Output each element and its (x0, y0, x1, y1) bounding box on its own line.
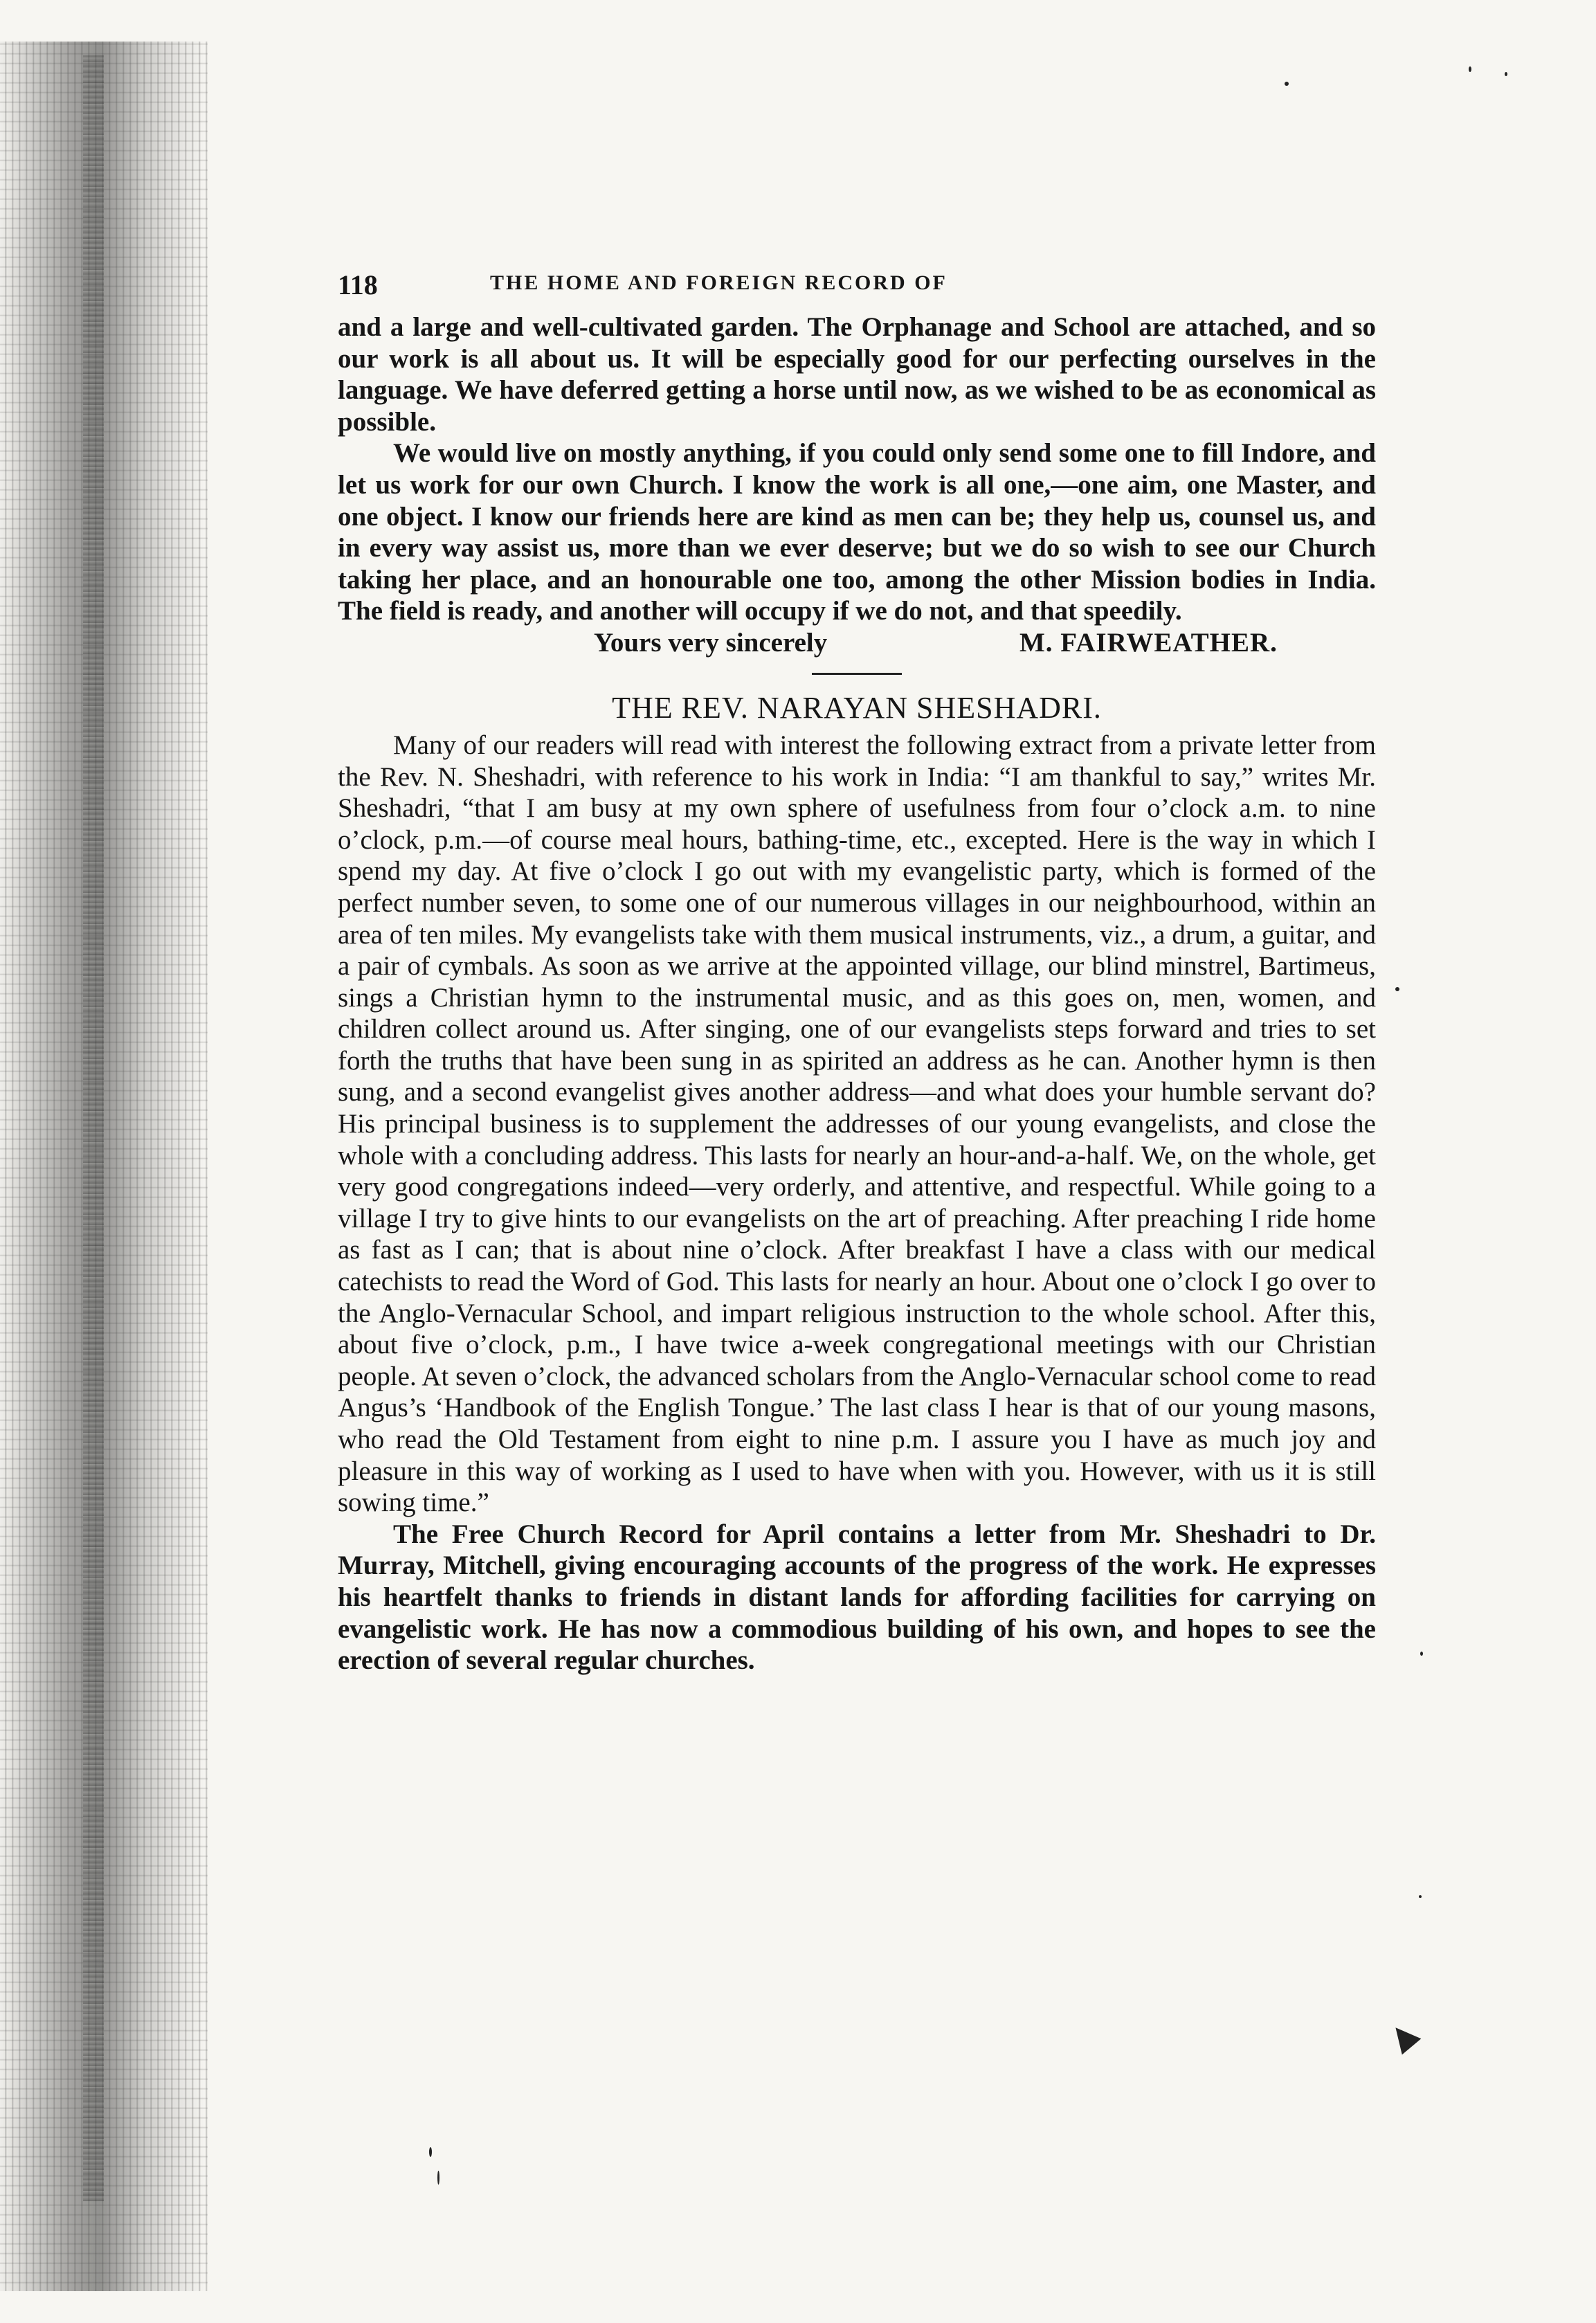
scan-speck (437, 2171, 439, 2185)
section-divider (812, 673, 902, 675)
letter-paragraph-2: We would live on mostly anything, if you could only send some one to fill Indore, and let us work for our own Church. I know the work is all one,—one aim, one Master, and one object. I know our friends here are kind as men can be; they help us, counsel us, and in every way assist us, more than we ever deserve; but we do so wish to see our Church taking her place, and an honourable one too, among the other Mission bodies in India. The field is ready, and another will occupy if we do not, and that speedily. (338, 438, 1376, 626)
running-head: THE HOME AND FOREIGN RECORD OF (490, 271, 947, 294)
article-title: THE REV. NARAYAN SHESHADRI. (612, 690, 1102, 725)
scan-speck (1395, 987, 1399, 991)
scan-speck (1285, 82, 1289, 86)
scan-speck (1420, 1652, 1423, 1656)
letter-paragraph-1: and a large and well-cultivated garden. The Orphanage and School are attached, and so our work is all about us. It will be especially good for our perfecting ourselves in the language. We have deferred getting a horse until now, as we wished to be as economical as possible. (338, 312, 1376, 437)
scan-speck (1505, 72, 1507, 76)
scan-speck (429, 2147, 432, 2157)
scan-binding-shadow (83, 55, 104, 2201)
page-header (338, 263, 1376, 305)
scan-mark (1386, 2020, 1422, 2055)
letter-signoff (338, 627, 1376, 659)
letter-signature: M. FAIRWEATHER. (1019, 627, 1278, 658)
article-paragraph-1: Many of our readers will read with interest the following extract from a private letter from the Rev. N. Sheshadri, with reference to his work in India: “I am thankful to say,” writes Mr. Sheshadri, “that I am busy at my own sphere of usefulness from four o’clock a.m. to nine o’clock, p.m.—of course meal hours, bathing-time, etc., excepted. Here is the way in which I spend my day. At five o’clock I go out with my evangelistic party, which is formed of the perfect number seven, to some one of our numerous villages in our neighbourhood, within an area of ten miles. My evangelists take with them musical instruments, viz., a drum, a guitar, and a pair of cymbals. As soon as we arrive at the appointed village, our blind minstrel, Bartimeus, sings a Christian hymn to the instrumental music, and as this goes on, men, women, and children collect around us. After singing, one of our evangelists steps forward and tries to set forth the truths that have been sung in as spirited an address as he can. Another hymn is then sung, and a second evangelist gives another address—and what does your humble servant do? His principal business is to supplement the addresses of our young evangelists, and close the whole with a concluding address. This lasts for nearly an hour-and-a-half. We, on the whole, get very good congregations indeed—very orderly, and attentive, and respectful. While going to a village I try to give hints to our evangelists on the art of preaching. After preaching I ride home as fast as I can; that is about nine o’clock. After breakfast I have a class with our medical catechists to read the Word of God. This lasts for nearly an hour. About one o’clock I go over to the Anglo-Vernacular School, and impart religious instruction to the whole school. After this, about five o’clock, p.m., I have twice a-week congregational meetings with our Christian people. At seven o’clock, the advanced scholars from the Anglo-Vernacular school come to read Angus’s ‘Handbook of the English Tongue.’ The last class I hear is that of our young masons, who read the Old Testament from eight to nine p.m. I assure you I have as much joy and pleasure in this way of working as I used to have when with you. However, with us it is still sowing time.” (338, 730, 1376, 1518)
article-paragraph-2: The Free Church Record for April contains a letter from Mr. Sheshadri to Dr. Murray, Mitchell, giving encouraging accounts of the progress of the work. He expresses his heartfelt thanks to friends in distant lands for affording facilities for carrying on evangelistic work. He has now a commodious building of his own, and hopes to see the erection of several regular churches. (338, 1519, 1376, 1676)
scan-speck (1419, 1895, 1422, 1898)
page (338, 263, 1376, 1676)
scan-binding-edge (0, 42, 208, 2291)
letter-closing: Yours very sincerely (594, 627, 828, 658)
page-number: 118 (338, 269, 378, 300)
scan-speck (1469, 66, 1471, 72)
